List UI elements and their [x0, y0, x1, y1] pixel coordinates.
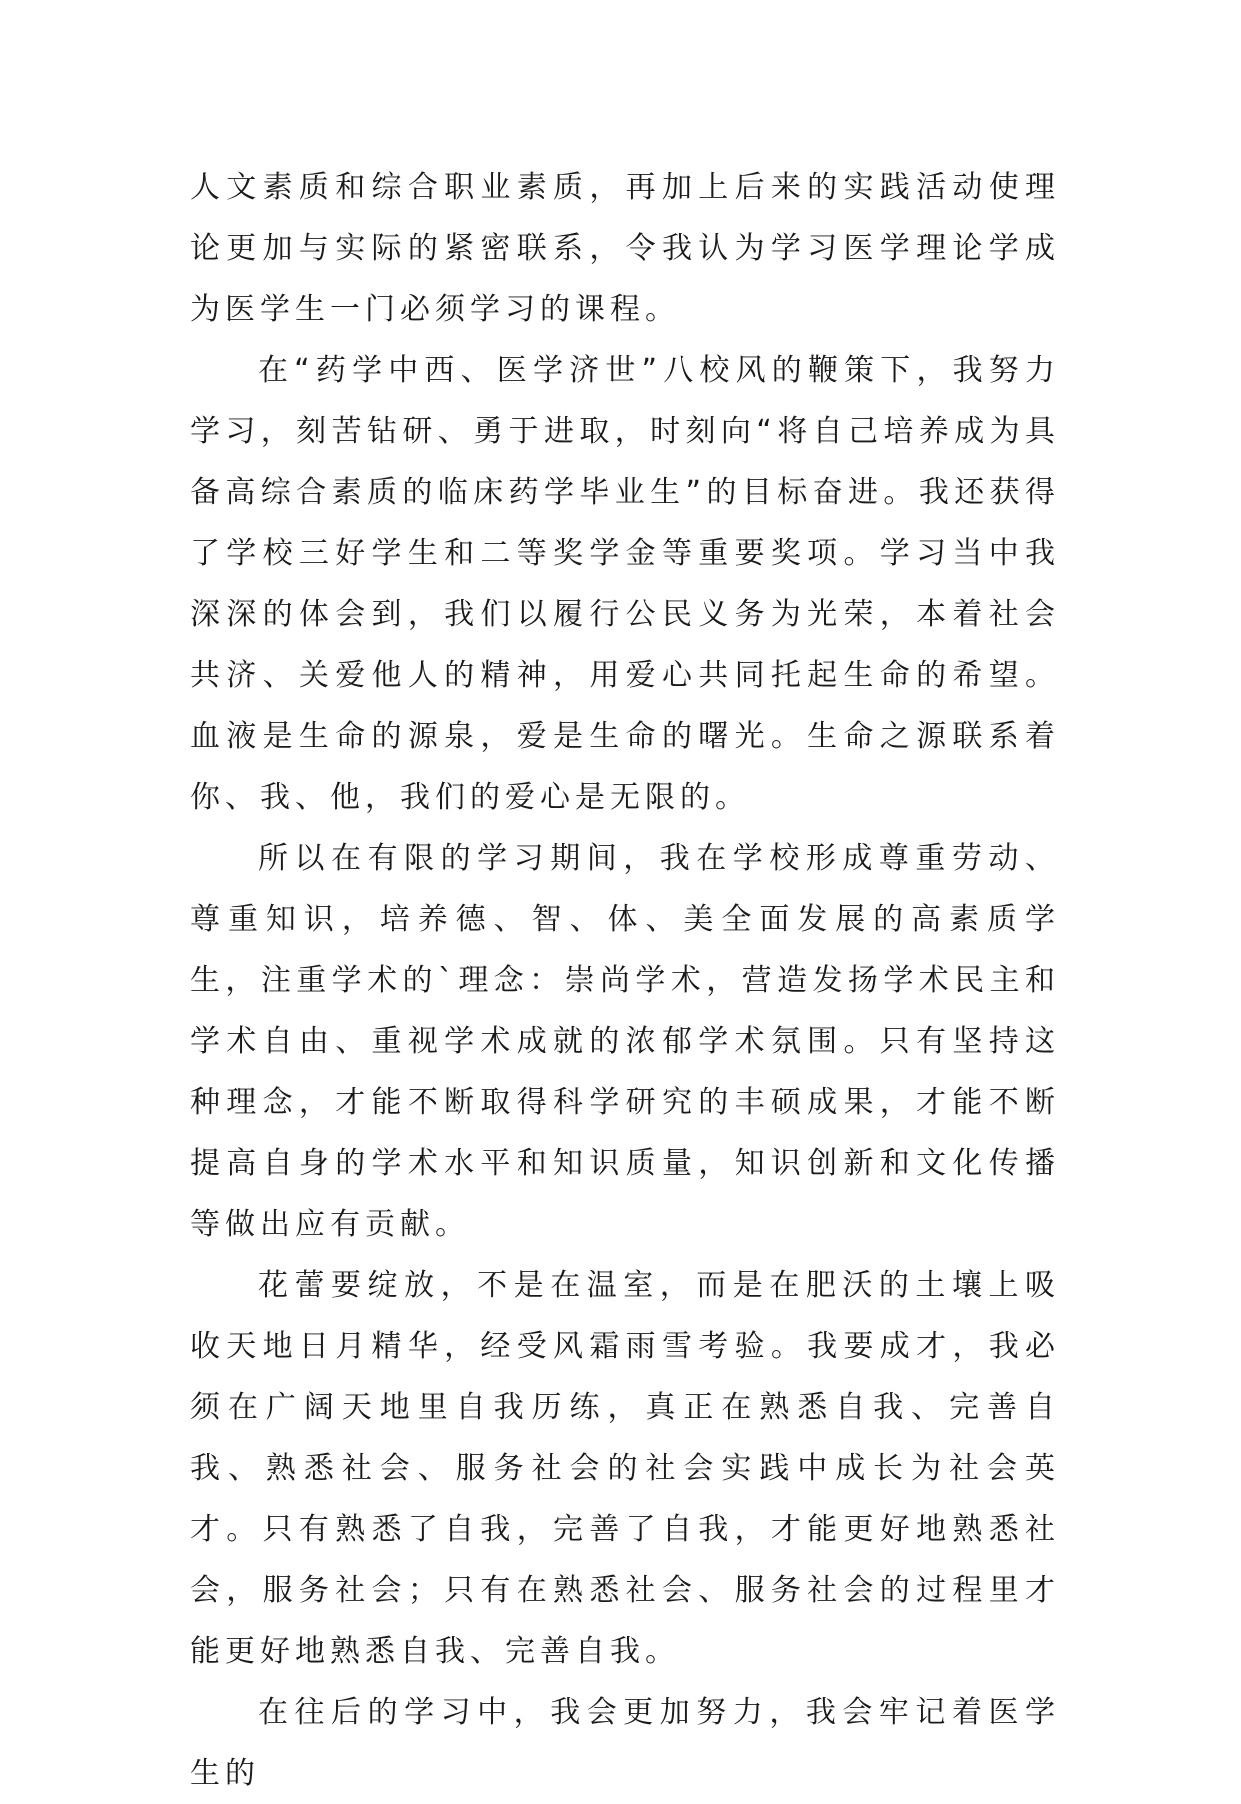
- paragraph-school-motto: 在“药学中西、医学济世”八校风的鞭策下，我努力学习，刻苦钻研、勇于进取，时刻向“将自己培养成为具备高综合素质的临床药学毕业生”的目标奋进。我还获得了学校三好学生和二等奖学金等重要奖项。学习当中我深深的体会到，我们以履行公民义务为光荣，本着社会共济、关爱他人的精神，用爱心共同托起生命的希望。血液是生命的源泉，爱是生命的曙光。生命之源联系着你、我、他，我们的爱心是无限的。: [190, 353, 1060, 815]
- document-body: [190, 157, 1060, 1804]
- paragraph-future-study: 在往后的学习中，我会更加努力，我会牢记着医学生的: [190, 1695, 1060, 1791]
- paragraph-academic-philosophy: 所以在有限的学习期间，我在学校形成尊重劳动、尊重知识，培养德、智、体、美全面发展的高素质学生，注重学术的`理念：崇尚学术，营造发扬学术民主和学术自由、重视学术成就的浓郁学术氛围。只有坚持这种理念，才能不断取得科学研究的丰硕成果，才能不断提高自身的学术水平和知识质量，知识创新和文化传播等做出应有贡献。: [190, 841, 1060, 1242]
- paragraph-social-practice: 花蕾要绽放，不是在温室，而是在肥沃的土壤上吸收天地日月精华，经受风霜雨雪考验。我要成才，我必须在广阔天地里自我历练，真正在熟悉自我、完善自我、熟悉社会、服务社会的社会实践中成长为社会英才。只有熟悉了自我，完善了自我，才能更好地熟悉社会，服务社会；只有在熟悉社会、服务社会的过程里才能更好地熟悉自我、完善自我。: [190, 1268, 1060, 1669]
- paragraph-continuation: 人文素质和综合职业素质，再加上后来的实践活动使理论更加与实际的紧密联系，令我认为学习医学理论学成为医学生一门必须学习的课程。: [190, 170, 1060, 327]
